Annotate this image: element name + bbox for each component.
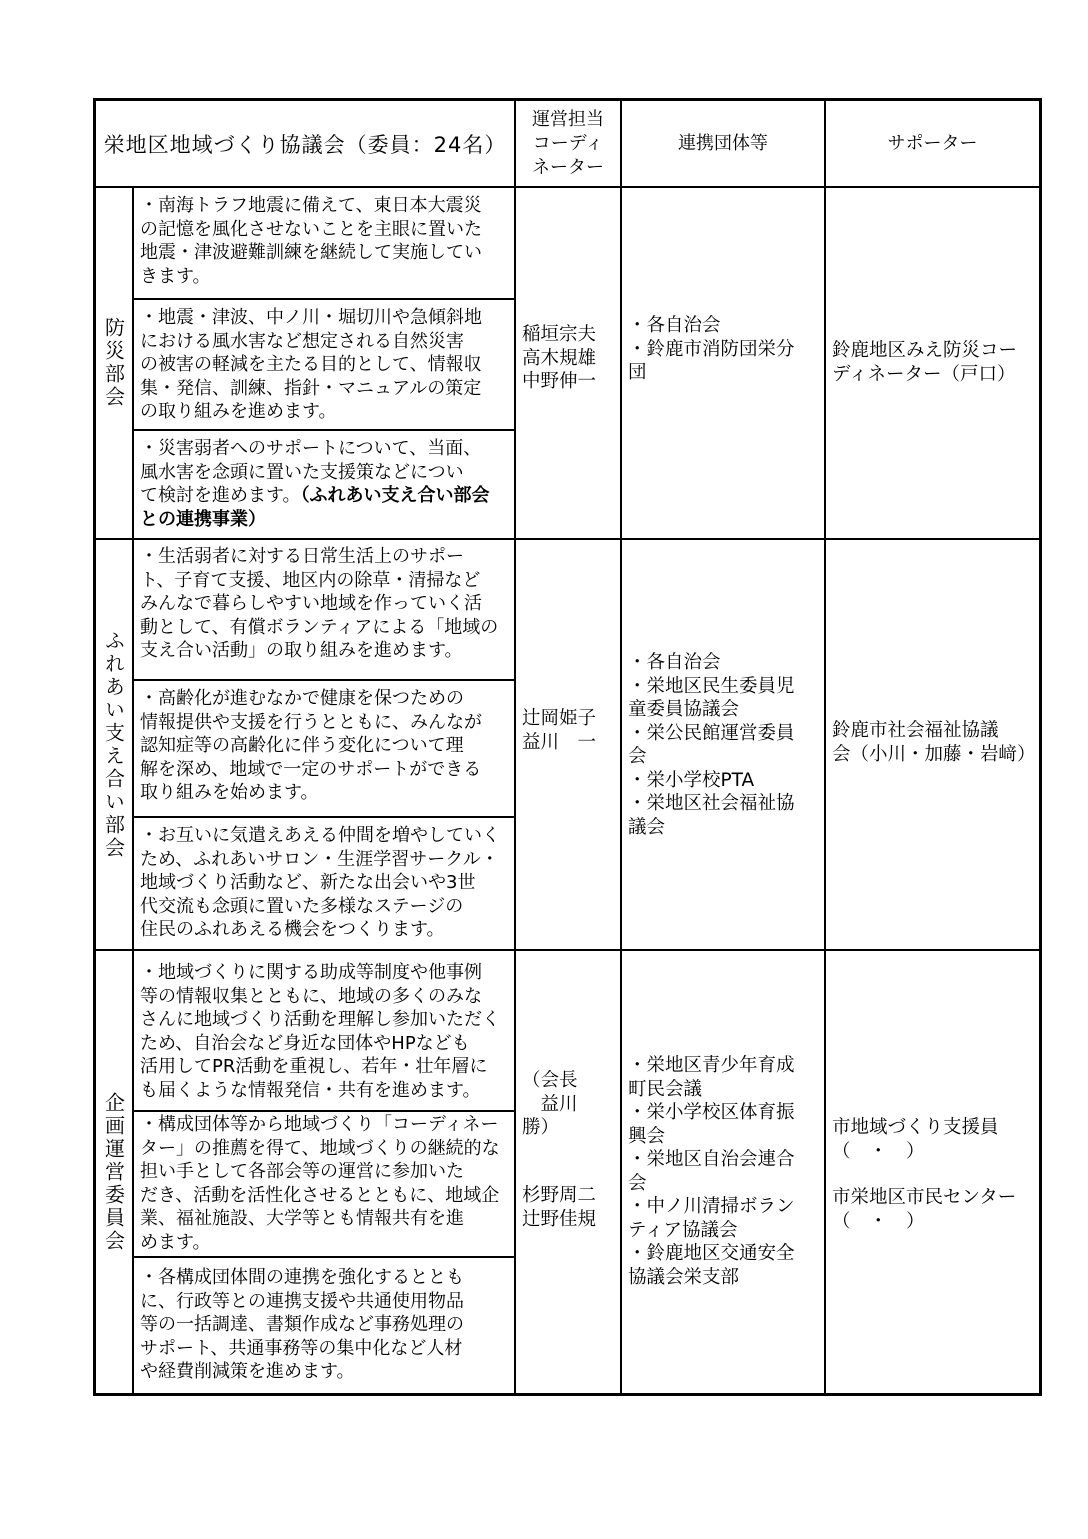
activity-bold: （ふれあい支え合い部会 [300,485,490,506]
activity-text: ・地域づくりに関する助成等制度や他事例 等の情報収集とともに、地域の多くのみな さんに地域づくり活動を理解し参加いただく ため、自治会など身近な団体やHPなども 活用してPR活動を重視し、若年・壮年層に も届くような情報発信・共有を進めます。 [140,962,500,1101]
subrow-divider [133,1256,514,1258]
chair-note: （会長 益川 勝） [522,1070,578,1138]
subrow-divider [133,298,514,300]
supporter-list: 鈴鹿地区みえ防災コー ディネーター（戸口） [832,340,1018,385]
activity-plain: ・災害弱者へのサポートについて、当面、 風水害を念頭に置いた支援策などについ て検討を進めます。 [140,438,482,506]
partner-list: ・各自治会 ・栄地区民生委員児 童委員協議会 ・栄公民館運営委員 会 ・栄小学校PTA ・栄地区社会福祉協 議会 [628,652,795,838]
supporter-list: 鈴鹿市社会福祉協議 会（小川・加藤・岩﨑） [832,720,1036,765]
activity-text: ・高齢化が進むなかで健康を保つための 情報提供や支援を行うとともに、みんなが 認知症等の高齢化に伴う変化について理 解を深め、地域で一定のサポートができる 取り組みを始めます。 [140,688,482,803]
header-coordinator-label: 運営担当 コーディ ネーター [532,108,604,178]
table-title: 栄地区地域づくり協議会（委員：24名） [103,132,507,157]
supporter-list: 市栄地区市民センター （ ・ ） [832,1187,1017,1232]
header-partners: 連携団体等 [678,132,768,154]
subrow-divider [133,816,514,818]
partner-list: ・栄地区青少年育成 町民会議 ・栄小学校区体育振 興会 ・栄地区自治会連合 会 ・中ノ川清掃ボラン ティア協議会 ・鈴鹿地区交通安全 協議会栄支部 [628,1055,795,1288]
activity-text [134,437,514,531]
activity-text: ・お互いに気遣えあえる仲間を増やしていく ため、ふれあいサロン・生涯学習サークル・ 地域づくり活動など、新たな出会いや3世 代交流も念頭に置いた多様なステージの 住民のふれあえる機会をつくります。 [140,825,500,940]
section-name-fureai: ふれあい支え合い部会 [101,629,126,860]
row-divider [96,538,1039,540]
activity-bold: との連携事業） [140,508,266,530]
partner-list: ・各自治会 ・鈴鹿市消防団栄分 団 [628,315,795,383]
subrow-divider [133,429,514,431]
supporter-list: 市地域づくり支援員 （ ・ ） [832,1117,999,1162]
coordinator-names: 稲垣宗夫 高木規雄 中野伸一 [522,324,597,392]
activity-text: ・南海トラフ地震に備えて、東日本大震災 の記憶を風化させないことを主眼に置いた 地震・津波避難訓練を継続して実施してい きます。 [140,195,482,287]
row-divider [96,949,1039,951]
header-supporters: サポーター [887,132,978,154]
activity-text: ・生活弱者に対する日常生活上のサポー ト、子育て支援、地区内の除草・清掃など みんなで暮らしやすい地域を作っていく活 動として、有償ボランティアによる「地域の 支え合い活動」の取り組みを進めます。 [140,546,499,661]
section-name-bousai: 防災部会 [101,317,126,409]
activity-text: ・構成団体等から地域づくり「コーディネー ター」の推薦を得て、地域づくりの継続的な 担い手として各部会等の運営に参加いた だき、活動を活性化させるとともに、地域企 業、福祉施設、大学等とも情報共有を進 めます。 [140,1114,500,1253]
subrow-divider [133,679,514,681]
row-divider [96,186,1039,188]
header-coordinator [516,101,620,186]
council-table [93,98,1042,1396]
section-name-kikaku: 企画運営委員会 [101,1091,126,1253]
coordinator-names: 杉野周二 辻野佳規 [522,1185,597,1230]
subrow-divider [133,1110,514,1112]
coordinator-names: 辻岡姫子 益川 一 [522,708,597,753]
activity-text: ・地震・津波、中ノ川・堀切川や急傾斜地 における風水害など想定される自然災害 の被害の軽減を主たる目的として、情報収 集・発信、訓練、指針・マニュアルの策定 の取り組みを進めます。 [140,307,482,422]
activity-text: ・各構成団体間の連携を強化するととも に、行政等との連携支援や共通使用物品 等の一括調達、書類作成など事務処理の サポート、共通事務等の集中化など人材 や経費削減策を進めます。 [140,1267,464,1382]
